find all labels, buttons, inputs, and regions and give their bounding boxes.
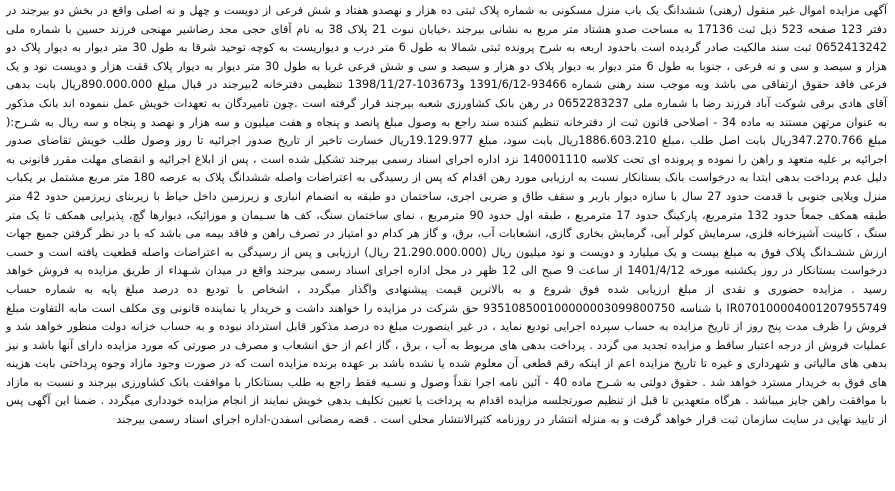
auction-notice-text: آگهی مزایده اموال غیر منقول (رهنی) ششدانگ یک باب منزل مسکونی به شماره پلاک ثبتی ده هزار و نهصدو هفتاد و شش فرعی از دویست و چهل و نه اصلی واقع در بخش دو بیرجند در دفتر 123 صفحه 523 ذیل ثبت 17136 به مساحت صدو هشتاد متر مربع به نشانی بیرجند ،خیابان نبوت 21 پلاک 38 به نام آقای حجی مجد رضاشیر مهنجی فرزند حسین با شماره ملی 0652413242 ثبت سند مالکیت صادر گردیده است باحدود اربعه به شرح پرونده ثبتی شمالا به طول 6 متر درب و دیواریست به کوچه توحید شرقا به طول 30 متر دیوار به دیوار پلاک دو هزار و سیصد و سی و نه فرعی ، جنوبا به طول 6 متر دیوار به دیوار پلاک دو هزار و سیصد و سی و شش فرعی غربا به طول 30 متر دیوار به دیوار پلاک ققت هزار و دویست نود و یک فرعی فاقد حقوق ارتفاقی می باشد وبه موجب سند رهنی شماره 93466-1391/6/12 و103673-1398/11/27 تنظیمی دفترخانه 2بیرجند در قبال مبلغ 890.000.000ریال بابت بدهی آقای هادی برقی شوکت آباد فرزند رضا با شماره ملی 0652283237 در رهن بانک کشاورزی شعبه بیرجند قرار گرفته است .چون تامیردگان به تعهدات خویش عمل ننموده اند بانک مذکور به عنوان مرتهن مستند به ماده 34 - اصلاحی قانون ثبت از دفترخانه تنظیم کننده سند راجع به وصول مبلغ پانصد و پنجاه و هفت میلیون و سه هزار و نهصد و پنجاه و سه ریال به شـرح:( مبلغ 347.270.766ریال بابت اصل طلب ،مبلغ 1886.603.210ریال بابت سود، مبلغ 19.129.977ریال خسارت تاخیر از تاریخ صدور اجرائیه تا روز وصول طلب خویش تقاضای صدور اجرائیه بر علیه متعهد و راهن را نموده و پرونده ای تحت کلاسه 140001110 نزد اداره اجرای اسناد رسمی بیرجند تشکیل شده است ، پس از ابلاغ اجرائیه و انقضای مهلت مقرر قانونی به دلیل عدم پرداخت بدهی ابتدا به درخواست بانک بستانکار نسبت به ارزیابی مورد رهن اقدام که پس از رسیدگی به اعتراضات واصله ششدانگ پلاک به عرصه 180 متر مربع مشتمل بر یکباب منزل ویلایی جنوبی با قدمت حدود 27 سال با سازه دیوار باربر و سقف طاق و ضربی اجری، ساختمان دو طبقه به انضمام انباری و زیرزمین داخل حیاط با زیربنای زیرزمین حدود 42 متر طبقه همکف جمعاً حدود 132 مترمربع، پارکینگ حدود 17 مترمربع ، طبقه اول حدود 90 مترمربع ، نمای ساختمان سنگ، کف ها سـیمان و موزائیک، دیوارها گچ، پذیرایی همکف تا یک متر سنگ ، کابینت آشپزخانه فلزی، سرمایش کولر آبی، گرمایش بخاری گازی، انشعابات آب، برق، و گاز هر کدام دو امتیاز در تصرف راهن و فاقد بیمه می باشد که با در نظر گرفتن جمیع جهات ارزش ششـدانگ پلاک فوق به مبلغ بیست و یک میلیارد و دویست و نود میلیون ریال (21.290.000.000 ریال) ارزیابی و پس از رسیدگی به اعتراضات واصله قطعیت یافته است و حسب درخواست بستانکار در روز یکشنبه مورخه 1401/4/12 از ساعت 9 صبح الی 12 ظهر در محل اداره اجرای اسناد رسمی بیرجند واقع در میدان شـهداء از طریق مزایده به فروش خواهد رسید . مزایده حضوری و نقدی از مبلغ ارزیابی شده فوق شروع و به بالاترین قیمت پیشنهادی واگذار میگردد ، اشخاص با تودیع ده درصد مبلغ پایه به شماره حساب IR070100004001207955749 با شناسه 935108500100000003099800750 حق شرکت در مزایده را خواهند داشت و خریدار یا نماینده قانونی وی مکلف است مابه التفاوت مبلغ فروش را ظرف مدت پنج روز از تاریخ مزایده به حساب سپرده اجرایی تودیع نماید ، در غیر اینصورت مبلغ ده درصد مذکور قابل استرداد نبوده و به حساب خزانه دولت منظور خواهد شد و عملیات فروش از درجه اعتبار ساقط و مزایده تجدید می گردد . پرداخت بدهی های مربوط به آب ، برق ، گاز اعم از حق انشعاب و مصرف در صورتی که مورد مزایده دارای آنها باشد و نیز بدهی های مالیاتی و شهرداری و غیره تا تاریخ مزایده اعم از اینکه رقم قطعی آن معلوم شده یا نشده باشد بر عهده برنده مزایده است که در صورت وجود مازاد وجوه پرداختی بابت هزینه های فوق به خریدار مسترد خواهد شد . حقوق دولتی به شـرح ماده 40 - آئین نامه اجرا نقداً وصول و نسـیه فقط راجع به طلب بستانکار با موافقت بانک کشاورزی بیرجند و نسبت به مازاد با موافقت راهن جایز میباشد . هرگاه متعهدین تا قبل از تنظیم صورتجلسه مزایده اقدام به پرداخت یا تعیین تکلیف بدهی خویش نمایند از انجام مزایده خودداری میگردد . ضمنا این آگهی پس از تایید نهایی در سایت سازمان ثبت قرار خواهد گرفت و به منزله انتشار در روزنامه کثیرالانتشار محلی است . قضه رمضانی اسفدن-اداره اجرای اسناد رسمی بیرجند: [6, 4, 888, 427]
